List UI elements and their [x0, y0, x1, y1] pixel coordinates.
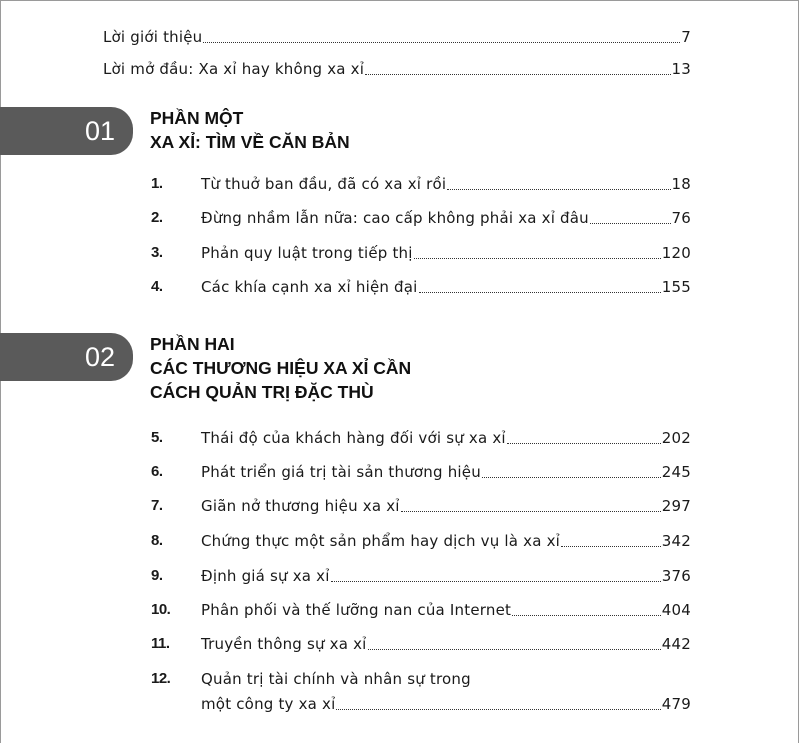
chapter-number: 5. — [151, 429, 163, 446]
dot-leader — [414, 258, 661, 259]
dot-leader — [203, 42, 680, 43]
dot-leader — [368, 649, 661, 650]
chapter-number: 10. — [151, 601, 171, 618]
toc-entry-chapter-4[interactable] — [201, 277, 691, 297]
entry-page: 245 — [661, 463, 691, 481]
entry-page: 342 — [661, 532, 691, 550]
entry-title: Từ thuở ban đầu, đã có xa xỉ rồi — [201, 175, 447, 193]
part-title-line: CÁCH QUẢN TRỊ ĐẶC THÙ — [150, 382, 374, 402]
entry-page: 297 — [661, 497, 691, 515]
entry-title: Lời giới thiệu — [103, 28, 203, 46]
part-label: PHẦN MỘT — [150, 108, 244, 128]
dot-leader — [482, 477, 661, 478]
entry-title: Phân phối và thế lưỡng nan của Internet — [201, 601, 512, 619]
entry-title: Lời mở đầu: Xa xỉ hay không xa xỉ — [103, 60, 365, 78]
entry-title: Giãn nở thương hiệu xa xỉ — [201, 497, 400, 515]
toc-entry-intro[interactable] — [103, 27, 691, 47]
entry-page: 7 — [681, 28, 691, 46]
dot-leader — [401, 511, 661, 512]
toc-entry-chapter-7[interactable] — [201, 496, 691, 516]
part-label: PHẦN HAI — [150, 334, 235, 354]
entry-page: 376 — [661, 567, 691, 585]
toc-entry-chapter-12[interactable] — [201, 694, 691, 714]
dot-leader — [590, 223, 671, 224]
toc-entry-chapter-10[interactable] — [201, 600, 691, 620]
chapter-number: 9. — [151, 567, 163, 584]
dot-leader — [561, 546, 661, 547]
entry-title: Định giá sự xa xỉ — [201, 567, 330, 585]
chapter-number: 11. — [151, 635, 170, 652]
dot-leader — [447, 189, 670, 190]
part-heading — [150, 106, 350, 154]
entry-title: Đừng nhầm lẫn nữa: cao cấp không phải xa xỉ đâu — [201, 209, 589, 227]
chapter-number: 2. — [151, 209, 163, 226]
dot-leader — [512, 615, 661, 616]
chapter-number: 6. — [151, 463, 163, 480]
entry-title: Truyền thông sự xa xỉ — [201, 635, 367, 653]
entry-title: Các khía cạnh xa xỉ hiện đại — [201, 278, 418, 296]
toc-entry-chapter-11[interactable] — [201, 634, 691, 654]
entry-title: Thái độ của khách hàng đối với sự xa xỉ — [201, 429, 506, 447]
toc-entry-chapter-8[interactable] — [201, 531, 691, 551]
dot-leader — [336, 709, 660, 710]
chapter-number: 7. — [151, 497, 163, 514]
entry-page: 479 — [661, 695, 691, 713]
toc-entry-chapter-12-line1 — [201, 669, 691, 689]
chapter-number: 4. — [151, 278, 163, 295]
part-heading — [150, 332, 411, 404]
entry-title: Phản quy luật trong tiếp thị — [201, 244, 413, 262]
entry-page: 76 — [671, 209, 691, 227]
chapter-number: 3. — [151, 244, 163, 261]
toc-entry-chapter-1[interactable] — [201, 174, 691, 194]
chapter-number: 12. — [151, 670, 171, 687]
entry-page: 18 — [671, 175, 691, 193]
entry-page: 442 — [661, 635, 691, 653]
dot-leader — [331, 581, 661, 582]
toc-entry-chapter-6[interactable] — [201, 462, 691, 482]
chapter-number: 8. — [151, 532, 163, 549]
entry-page: 404 — [661, 601, 691, 619]
toc-entry-preface[interactable] — [103, 59, 691, 79]
entry-page: 120 — [661, 244, 691, 262]
entry-page: 202 — [661, 429, 691, 447]
entry-title: Phát triển giá trị tài sản thương hiệu — [201, 463, 481, 481]
part-title: XA XỈ: TÌM VỀ CĂN BẢN — [150, 132, 350, 152]
entry-page: 155 — [661, 278, 691, 296]
toc-entry-chapter-5[interactable] — [201, 428, 691, 448]
entry-title: một công ty xa xỉ — [201, 695, 336, 713]
part-number-tab: 01 — [0, 107, 133, 155]
entry-page: 13 — [671, 60, 691, 78]
part-number-tab: 02 — [0, 333, 133, 381]
dot-leader — [419, 292, 661, 293]
dot-leader — [365, 74, 670, 75]
toc-entry-chapter-3[interactable] — [201, 243, 691, 263]
toc-entry-chapter-2[interactable] — [201, 208, 691, 228]
dot-leader — [507, 443, 661, 444]
chapter-number: 1. — [151, 175, 163, 192]
entry-title-line1: Quản trị tài chính và nhân sự trong — [201, 670, 471, 688]
entry-title: Chứng thực một sản phẩm hay dịch vụ là xa xỉ — [201, 532, 561, 550]
toc-entry-chapter-9[interactable] — [201, 566, 691, 586]
part-title-line: CÁC THƯƠNG HIỆU XA XỈ CẦN — [150, 358, 412, 378]
